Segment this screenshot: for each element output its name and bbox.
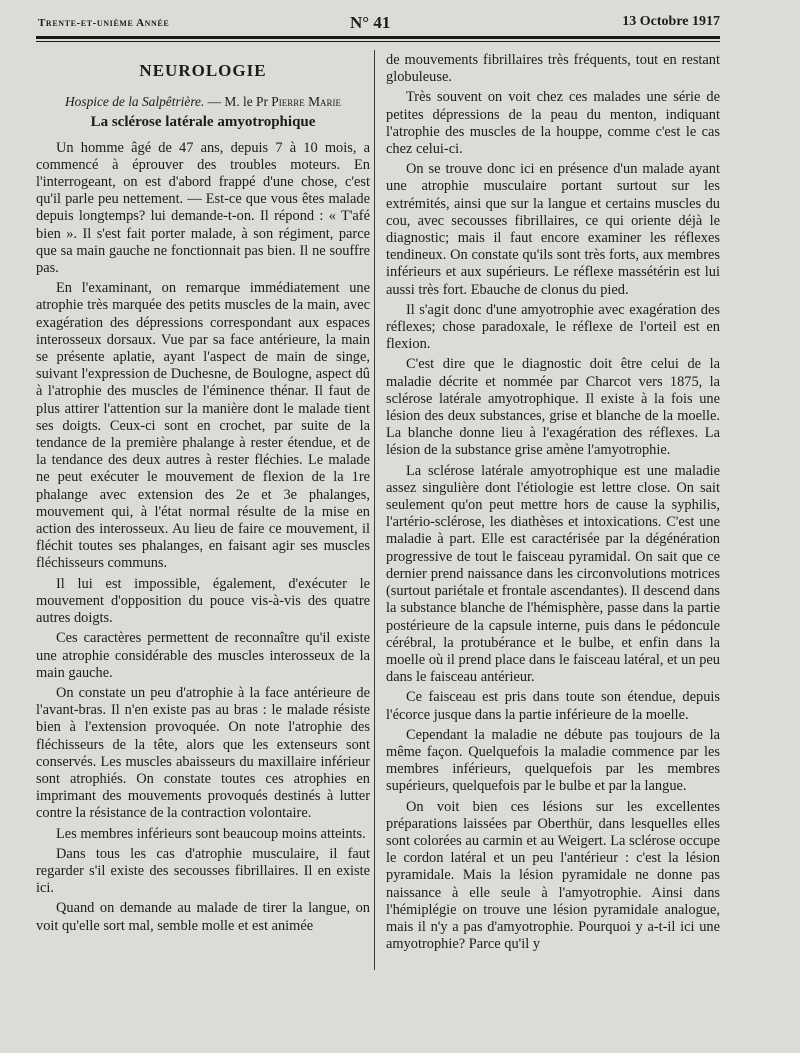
paragraph: de mouvements fibrillaires très fréquents, tout en restant globuleuse.	[386, 52, 720, 86]
paragraph: Cependant la maladie ne débute pas toujours de la même façon. Quelquefois la maladie commence par les membres inférieurs, quelquefois par les membres supérieurs, quelquefois par le bulbe et par la langue.	[386, 726, 720, 795]
paragraph: On se trouve donc ici en présence d'un malade ayant une atrophie musculaire portant surtout sur les extrémités, ainsi que sur la langue et certains muscles du cou, avec secousses fibrillaires, ce qui oriente déjà le diagnostic; mais il faut encore examiner les réflexes tendineux. On constate qu'ils sont très forts, aux membres inférieurs et aux supérieurs. Le réflexe massétérin est lui aussi très fort. Ebauche de clonus du pied.	[386, 161, 720, 298]
paragraph: Dans tous les cas d'atrophie musculaire, il faut regarder s'il existe des secousses fibrillaires. Il en existe ici.	[36, 845, 370, 897]
paragraph: On voit bien ces lésions sur les excellentes préparations laissées par Oberthür, dans lesquelles elles sont colorées au carmin et au Weigert. La sclérose occupe le cordon latéral et un peu l'antérieur : c'est la lésion pyramidale. Mais la lésion pyramidale ne donne pas naissance à elle seule à l'amyotrophie. Ainsi dans l'hémiplégie on trouve une lésion pyramidale analogue, mais il n'y a pas d'amyotrophie. Pourquoi y a-t-il ici une amyotrophie? Parce qu'il y	[386, 798, 720, 953]
paragraph: Très souvent on voit chez ces malades une série de petites dépressions de la peau du menton, indiquant l'atrophie des muscles de la houppe, comme c'est le cas chez celui-ci.	[386, 89, 720, 158]
paragraph: C'est dire que le diagnostic doit être celui de la maladie décrite et nommée par Charcot vers 1875, la sclérose latérale amyotrophique. Il existe à la fois une lésion des deux substances, grise et blanche de la moelle. La blanche donne lieu à l'exagération des réflexes. La lésion de la substance grise amène l'amyotrophie.	[386, 356, 720, 459]
byline-separator: — M. le Pr	[204, 94, 272, 110]
paragraph: Il lui est impossible, également, d'exécuter le mouvement d'opposition du pouce vis-à-vis des quatre autres doigts.	[36, 575, 370, 627]
column-divider	[374, 50, 375, 970]
header-issue-number: N° 41	[350, 13, 391, 32]
article-title: La sclérose latérale amyotrophique	[90, 114, 316, 131]
paragraph: Ces caractères permettent de reconnaître qu'il existe une atrophie considérable des muscles interosseux de la main gauche.	[36, 630, 370, 681]
paragraph: Il s'agit donc d'une amyotrophie avec exagération des réflexes; chose paradoxale, le réflexe de l'orteil est en flexion.	[386, 301, 720, 353]
paragraph: On constate un peu d'atrophie à la face antérieure de l'avant-bras. Il n'en existe pas au bras : le malade résiste bien à l'extension provoquée. On note l'atrophie des fléchisseurs de la tête, alors que les extenseurs sont conservés. Les muscles abaisseurs du maxillaire inférieur sont atrophiés. On constate toutes ces atrophies en imprimant des mouvements provoqués destinés à lutter contre la résistance de la contraction volontaire.	[36, 684, 370, 822]
header-year: Trente-et-unième Année	[38, 17, 170, 29]
header-rule-thick	[36, 36, 720, 39]
paragraph: Ce faisceau est pris dans toute son étendue, depuis l'écorce jusque dans la partie inférieure de la moelle.	[386, 689, 720, 723]
paragraph: Un homme âgé de 47 ans, depuis 7 à 10 mois, a commencé à éprouver des troubles moteurs. En l'interrogeant, on est d'abord frappé d'une chose, c'est qu'il parle peu nettement. — Est-ce que vous êtes malade depuis longtemps? lui demande-t-on. Il répond : « T'afé bien ». Il s'est fait porter malade, à son régiment, parce que sa main gauche ne fonctionnait pas bien. Il ne souffre pas.	[36, 139, 370, 277]
page-header	[36, 13, 720, 33]
byline-author: Pierre Marie	[271, 94, 341, 110]
left-column	[36, 56, 370, 938]
byline-place: Hospice de la Salpêtrière.	[65, 94, 205, 110]
right-column	[386, 52, 720, 956]
paragraph: Les membres inférieurs sont beaucoup moins atteints.	[56, 825, 366, 842]
paragraph: La sclérose latérale amyotrophique est une maladie assez singulière dont l'étiologie est lettre close. On sait seulement qu'on peut mettre hors de cause la syphilis, l'artério-sclérose, les diathèses et intoxications. C'est une maladie à part. Elle est caractérisée par la dégénération progressive de tout le faisceau pyramidal. On sait que ce dernier prend naissance dans les circonvolutions motrices (surtout pariétale et frontale ascendantes). Il descend dans la substance blanche de l'hémisphère, passe dans la partie postérieure de la capsule interne, puis dans le pédoncule cérébral, la protubérance et le bulbe, et enfin dans la moelle où il prend place dans le faisceau latéral, et un peu dans le faisceau antérieur.	[386, 462, 720, 686]
header-date: 13 Octobre 1917	[622, 14, 720, 29]
section-title: NEUROLOGIE	[139, 61, 267, 80]
paragraph: En l'examinant, on remarque immédiatement une atrophie très marquée des petits muscles de la main, avec exagération des dépressions correspondant aux espaces interosseux dorsaux. Vue par sa face antérieure, la main se présente aplatie, ayant l'aspect de main de singe, suivant l'expression de Duchesne, de Boulogne, aspect dû à l'atrophie des muscles de l'éminence thénar. Il faut de plus attirer l'attention sur la manière dont le malade tient ses doigts. Ceux-ci sont en crochet, par suite de la tendance de la première phalange à rester étendue, et de la tendance des deux autres à rester fléchies. Le malade ne peut exécuter le mouvement de flexion de la 1re phalange avec extension des 2e et 3e phalanges, mouvement qui, à l'état normal résulte de la mise en action des interosseux. Au lieu de faire ce mouvement, il fléchit toutes ses phalanges, en faisant agir ses muscles fléchisseurs communs.	[36, 280, 370, 572]
header-rule-thin	[36, 41, 720, 42]
byline	[36, 93, 370, 110]
paragraph: Quand on demande au malade de tirer la langue, on voit qu'elle sort mal, semble molle et est animée	[36, 900, 370, 934]
